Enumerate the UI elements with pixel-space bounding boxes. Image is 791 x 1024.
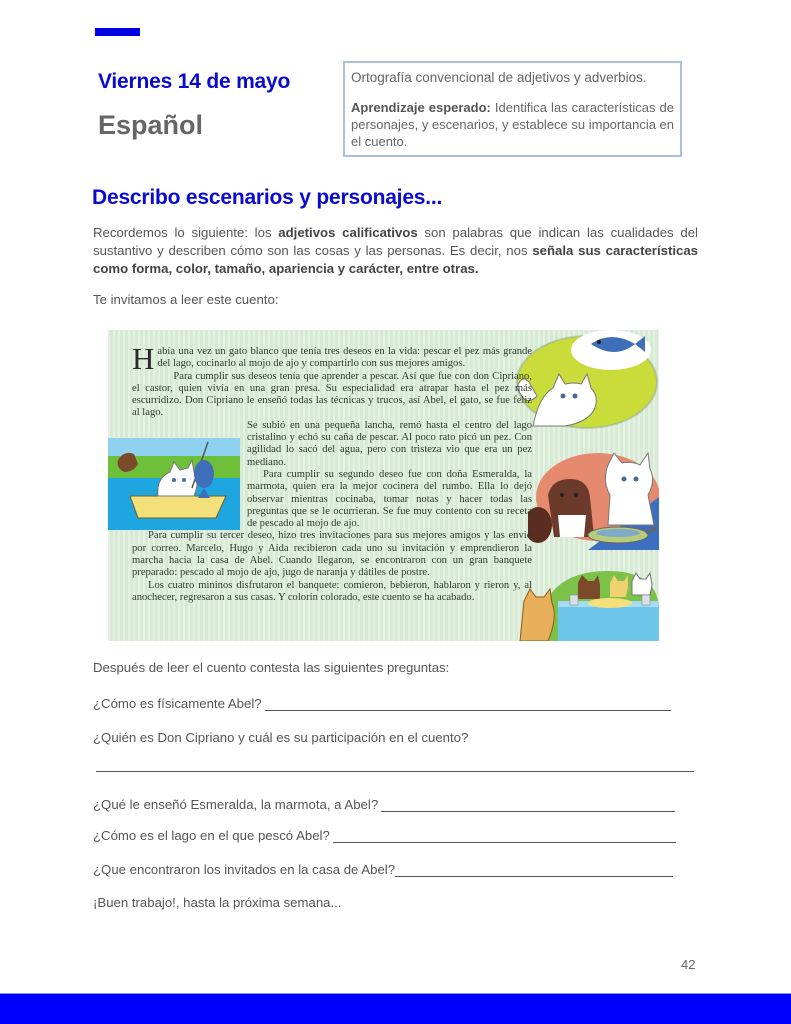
story-dropcap: H: [132, 341, 155, 376]
question-3: [93, 797, 675, 812]
invite-text: Te invitamos a leer este cuento:: [93, 292, 279, 307]
story-paragraph-5: Los cuatro mininos disfrutaron el banquete: comieron, bebieron, hablaron y rieron y, al anochecer, regresaron a sus casas. Y colorín colorado, este cuento se ha acabado.: [132, 579, 532, 603]
question-2-text: ¿Quién es Don Cipriano y cuál es su participación en el cuento?: [93, 730, 469, 745]
question-1: [93, 696, 671, 711]
story-paragraph-1: [132, 341, 532, 376]
question-2: [93, 730, 468, 745]
beaver-cooking-illustration: [528, 435, 659, 550]
intro-text-1: Recordemos lo siguiente: los: [93, 225, 279, 240]
learning-objective-box: [343, 61, 682, 157]
story-text: [132, 341, 532, 604]
page-number: 42: [681, 957, 696, 972]
question-5: [93, 862, 673, 877]
answer-line-4[interactable]: [333, 828, 676, 843]
intro-text-2: son palabras que indican las cualidades del sustantivo y describen cómo son las cosas y las personas. Es decir, nos: [93, 225, 698, 258]
story-paragraph-3: Para cumplir su segundo deseo fue con doña Esmeralda, la marmota, quien era la mejor cocinera del rumbo. Ella lo dejó observar mientras cocinaba, tomar notas y hacer todas las preguntas que se le ocurrieran. Se fue muy contento con su receta de pescado al mojo de ajo.: [247, 468, 532, 530]
story-paragraph-2a: Para cumplir sus deseos tenía que aprender a pescar. Así que fue con don Cipriano, el castor, quien vivía en una gran presa. Su especialidad era atrapar hasta el pez más escurridizo. Don Cipriano le enseñó todas las técnicas y trucos, así Abel, el gato, se fue feliz al lago.: [132, 370, 532, 419]
topic-text: Ortografía convencional de adjetivos y adverbios.: [351, 70, 647, 85]
intro-paragraph: [93, 224, 698, 278]
question-4: [93, 828, 676, 843]
subject-heading: Español: [98, 110, 204, 140]
questions-instruction: Después de leer el cuento contesta las siguientes preguntas:: [93, 660, 450, 675]
answer-line-5[interactable]: [395, 862, 673, 877]
question-3-text: ¿Qué le enseñó Esmeralda, la marmota, a Abel?: [93, 797, 379, 812]
answer-line-2[interactable]: [96, 771, 694, 772]
footer-bar: [0, 993, 791, 1024]
banquet-illustration: [518, 555, 659, 641]
section-title: Describo escenarios y personajes...: [92, 186, 443, 209]
story-p1-text: abía una vez un gato blanco que tenía tres deseos en la vida: pescar el pez más grande del lago, cocinarlo al mojo de ajo y compartirlo con sus mejores amigos.: [157, 346, 532, 370]
expected-text: Identifica las características de personajes, y escenarios, y establece su importancia en el cuento.: [351, 100, 675, 149]
intro-bold-1: adjetivos calificativos: [278, 225, 418, 240]
expected-learning: [351, 99, 674, 150]
intro-bold-2: señala sus características como forma, color, tamaño, apariencia y carácter, entre otras.: [93, 243, 699, 276]
question-4-text: ¿Cómo es el lago en el que pescó Abel?: [93, 828, 330, 843]
closing-text: ¡Buen trabajo!, hasta la próxima semana...: [93, 895, 342, 910]
story-image: [108, 330, 659, 641]
answer-line-1[interactable]: [265, 696, 671, 711]
expected-label: Aprendizaje esperado:: [351, 100, 491, 115]
top-accent-bar: [95, 28, 140, 36]
story-paragraph-4: Para cumplir su tercer deseo, hizo tres invitaciones para sus mejores amigos y las envió por correo. Marcelo, Hugo y Aída recibieron cada uno su invitación y emprendieron la marcha hacia la casa de Abel. Cuando llegaron, se encontraron con un gran banquete preparado: pescado al mojo de ajo, jugo de naranja y dátiles de postre.: [132, 530, 532, 579]
question-1-text: ¿Cómo es físicamente Abel?: [93, 696, 262, 711]
story-paragraph-2b: Se subió en una pequeña lancha, remó hasta el centro del lago cristalino y echó su caña de pescar. Al poco rato picó un pez. Con agilidad lo sacó del agua, pero con tristeza vio que era un pez mediano.: [247, 419, 532, 468]
date-heading: Viernes 14 de mayo: [98, 70, 291, 93]
answer-line-3[interactable]: [381, 797, 675, 812]
question-5-text: ¿Que encontraron los invitados en la casa de Abel?: [93, 862, 396, 877]
